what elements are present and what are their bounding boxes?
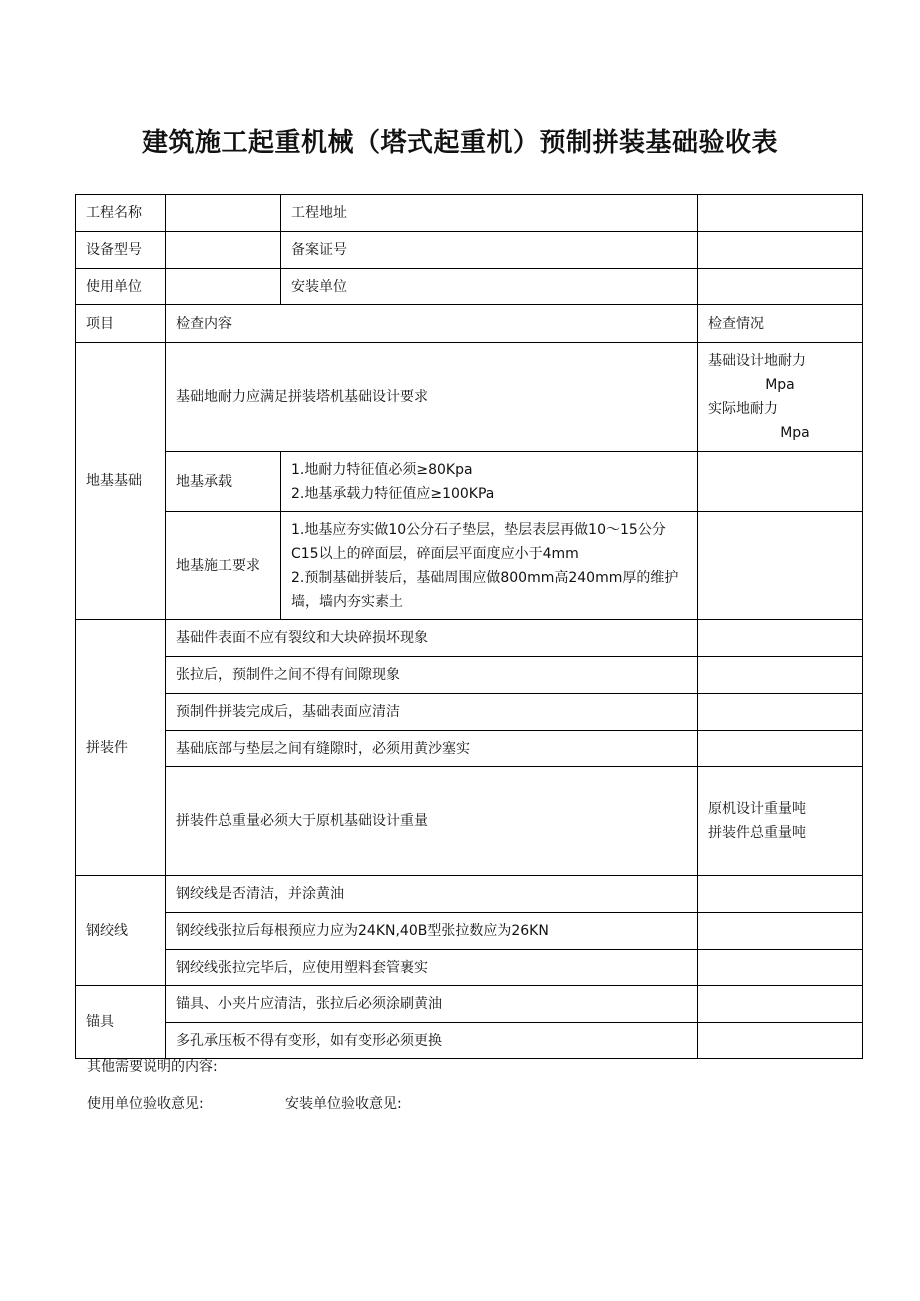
info-row-project [76,195,863,232]
anchor-item-2: 多孔承压板不得有变形，如有变形必须更换 [166,1023,698,1059]
assembly-row-5 [76,767,863,876]
anchor-status-2[interactable] [698,1023,863,1059]
user-unit-opinion-label: 使用单位验收意见: [87,1096,204,1112]
foundation-bearing-requirement: 基础地耐力应满足拼装塔机基础设计要求 [166,343,698,452]
foundation-row-construction [76,512,863,620]
assembly-status-5[interactable] [698,767,863,876]
assembly-item-3: 预制件拼装完成后，基础表面应清洁 [166,694,698,731]
load-requirement-1: 1.地耐力特征值必须≥80Kpa [291,461,473,478]
install-unit-opinion-label: 安装单位验收意见: [285,1096,402,1112]
assembly-item-5: 拼装件总重量必须大于原机基础设计重量 [166,767,698,876]
actual-bearing-label: 实际地耐力 [708,401,778,417]
opinion-line [87,1093,402,1113]
equipment-model-label: 设备型号 [76,232,166,269]
acceptance-table [75,194,863,1059]
assembly-row-3 [76,694,863,731]
construction-requirement-1: 1.地基应夯实做10公分石子垫层，垫层表层再做10～15公分 [291,521,666,538]
design-bearing-unit: Mpa [765,377,795,393]
assembly-item-2: 张拉后，预制件之间不得有间隙现象 [166,657,698,694]
record-no-field[interactable] [698,232,863,269]
foundation-construction-status[interactable] [698,512,863,620]
strand-row-2 [76,913,863,950]
assembly-item-4: 基础底部与垫层之间有缝隙时，必须用黄沙塞实 [166,731,698,767]
original-design-weight: 原机设计重量吨 [708,801,806,817]
assembly-status-1[interactable] [698,620,863,657]
design-bearing-label: 基础设计地耐力 [708,353,806,369]
header-row [76,305,863,343]
project-name-label: 工程名称 [76,195,166,232]
construction-requirement-4: 墙，墙内夯实素土 [291,593,403,610]
section-anchor: 锚具 [76,986,166,1059]
other-notes-label: 其他需要说明的内容: [87,1059,218,1075]
section-assembly: 拼装件 [76,620,166,876]
foundation-construction-requirements [281,512,698,620]
section-strand: 钢绞线 [76,876,166,986]
foundation-load-requirements [281,452,698,512]
anchor-status-1[interactable] [698,986,863,1023]
equipment-model-field[interactable] [166,232,281,269]
header-status: 检查情况 [698,305,863,343]
info-row-equipment [76,232,863,269]
install-unit-field[interactable] [698,269,863,305]
project-address-label: 工程地址 [281,195,698,232]
project-address-field[interactable] [698,195,863,232]
strand-item-2: 钢绞线张拉后每根预应力应为24KN,40B型张拉数应为26KN [166,913,698,950]
strand-status-2[interactable] [698,913,863,950]
section-foundation: 地基基础 [76,343,166,620]
install-unit-label: 安装单位 [281,269,698,305]
user-unit-label: 使用单位 [76,269,166,305]
strand-item-3: 钢绞线张拉完毕后，应使用塑料套管裹实 [166,950,698,986]
info-row-units [76,269,863,305]
foundation-construction-label: 地基施工要求 [166,512,281,620]
strand-row-1 [76,876,863,913]
foundation-row-bearing [76,343,863,452]
page-title: 建筑施工起重机械（塔式起重机）预制拼装基础验收表 [141,128,778,158]
assembly-item-1: 基础件表面不应有裂纹和大块碎损坏现象 [166,620,698,657]
user-unit-field[interactable] [166,269,281,305]
anchor-row-2 [76,1023,863,1059]
assembly-status-3[interactable] [698,694,863,731]
strand-row-3 [76,950,863,986]
assembly-row-4 [76,731,863,767]
assembly-total-weight: 拼装件总重量吨 [708,825,806,841]
load-requirement-2: 2.地基承载力特征值应≥100KPa [291,485,495,502]
assembly-row-1 [76,620,863,657]
assembly-status-2[interactable] [698,657,863,694]
construction-requirement-3: 2.预制基础拼装后，基础周围应做800mm高240mm厚的维护 [291,569,679,586]
foundation-row-load [76,452,863,512]
anchor-row-1 [76,986,863,1023]
foundation-load-label: 地基承载 [166,452,281,512]
header-item: 项目 [76,305,166,343]
anchor-item-1: 锚具、小夹片应清洁，张拉后必须涂刷黄油 [166,986,698,1023]
construction-requirement-2: C15以上的碎面层，碎面层平面度应小于4mm [291,545,579,562]
assembly-status-4[interactable] [698,731,863,767]
foundation-bearing-status[interactable] [698,343,863,452]
assembly-row-2 [76,657,863,694]
strand-status-3[interactable] [698,950,863,986]
foundation-load-status[interactable] [698,452,863,512]
project-name-field[interactable] [166,195,281,232]
header-content: 检查内容 [166,305,698,343]
strand-item-1: 钢绞线是否清洁，并涂黄油 [166,876,698,913]
strand-status-1[interactable] [698,876,863,913]
record-no-label: 备案证号 [281,232,698,269]
actual-bearing-unit: Mpa [780,425,810,441]
